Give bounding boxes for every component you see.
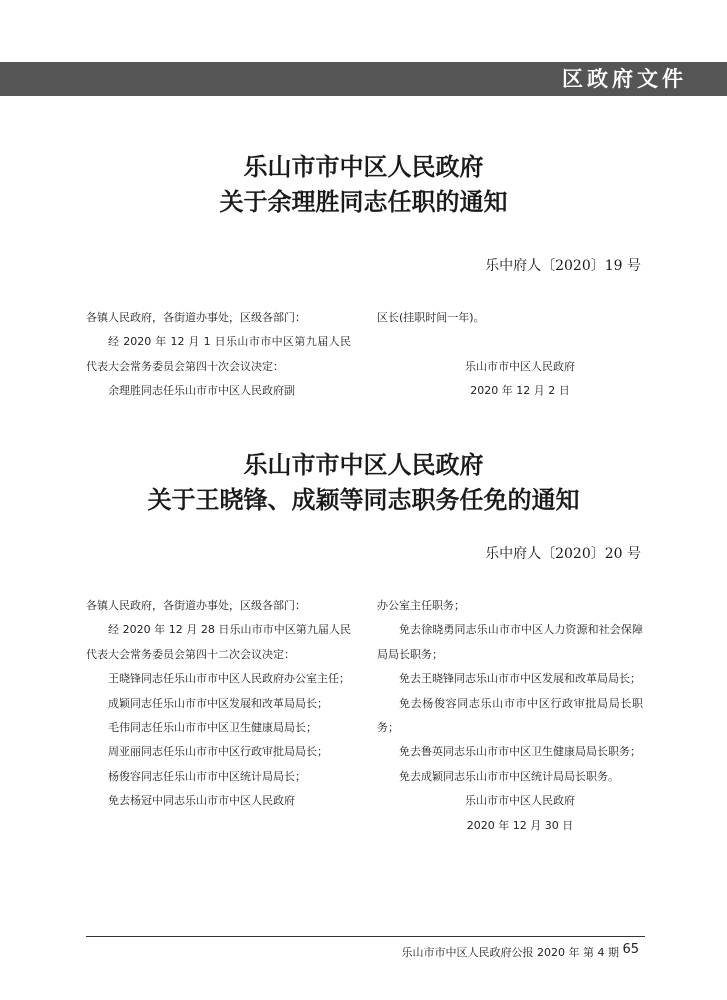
- notice2-paragraph: 免去杨冠中同志乐山市市中区人民政府: [108, 794, 295, 808]
- notice1-salutation: 各镇人民政府，各街道办事处，区级各部门：: [86, 311, 306, 324]
- notice2-title-line1: 乐山市市中区人民政府: [243, 450, 484, 479]
- notice2-title-line2: 关于王晓锋、成颖等同志职务任免的通知: [147, 485, 580, 514]
- notice2-paragraph: 免去徐晓勇同志乐山市市中区人力资源和社会保障局局长职务；: [377, 623, 643, 661]
- notice2-paragraph: 办公室主任职务；: [377, 599, 465, 612]
- notice2-paragraph: 免去王晓锋同志乐山市市中区发展和改革局局长；: [399, 672, 641, 686]
- notice2-paragraph: 免去鲁英同志乐山市市中区卫生健康局局长职务；: [399, 745, 641, 759]
- notice1-title-line1: 乐山市市中区人民政府: [243, 152, 484, 181]
- notice1-signer: 乐山市市中区人民政府: [465, 359, 575, 373]
- notice2-paragraph: 免去成颖同志乐山市市中区统计局局长职务。: [399, 769, 619, 783]
- notice2-signer: 乐山市市中区人民政府: [465, 794, 575, 808]
- notice1-paragraph: 余理胜同志任乐山市市中区人民政府副: [108, 384, 295, 398]
- header-tab: [552, 62, 727, 96]
- notice2-paragraph: 免去杨俊容同志乐山市市中区行政审批局局长职务；: [377, 696, 643, 735]
- notice1-right-column: [377, 306, 643, 404]
- notice2-paragraph: 成颖同志任乐山市市中区发展和改革局局长；: [108, 696, 328, 710]
- section-label: 区政府文件: [562, 67, 687, 91]
- notice2-paragraph: 毛伟同志任乐山市市中区卫生健康局局长；: [108, 721, 317, 735]
- footer-divider: [86, 936, 645, 937]
- notice2-paragraph: 王晓锋同志任乐山市市中区人民政府办公室主任；: [108, 672, 350, 686]
- notice2-left-column: [86, 594, 351, 814]
- footer-page-number: 65: [622, 942, 639, 957]
- notice1-left-column: [86, 306, 351, 404]
- notice2-salutation: 各镇人民政府，各街道办事处，区级各部门：: [86, 599, 306, 612]
- notice1-doc-number: 乐中府人〔2020〕19 号: [485, 258, 641, 274]
- notice1-paragraph: 经 2020 年 12 月 1 日乐山市市中区第九届人民代表大会常务委员会第四十次会议决定：: [86, 335, 351, 373]
- notice2-right-column: [377, 594, 643, 838]
- notice2-paragraph: 周亚丽同志任乐山市市中区行政审批局局长；: [108, 745, 328, 759]
- notice2-paragraph: 经 2020 年 12 月 28 日乐山市市中区第九届人民代表大会常务委员会第四十二次会议决定：: [86, 623, 351, 661]
- footer-publication: 乐山市市中区人民政府公报 2020 年 第 4 期: [401, 946, 619, 959]
- notice2-doc-number: 乐中府人〔2020〕20 号: [485, 546, 641, 562]
- notice1-paragraph: 区长(挂职时间一年)。: [377, 311, 485, 324]
- notice2-paragraph: 杨俊容同志任乐山市市中区统计局局长；: [108, 769, 306, 783]
- notice1-date: 2020 年 12 月 2 日: [470, 384, 570, 398]
- notice2-date: 2020 年 12 月 30 日: [466, 818, 574, 832]
- notice1-title-line2: 关于余理胜同志任职的通知: [219, 187, 508, 216]
